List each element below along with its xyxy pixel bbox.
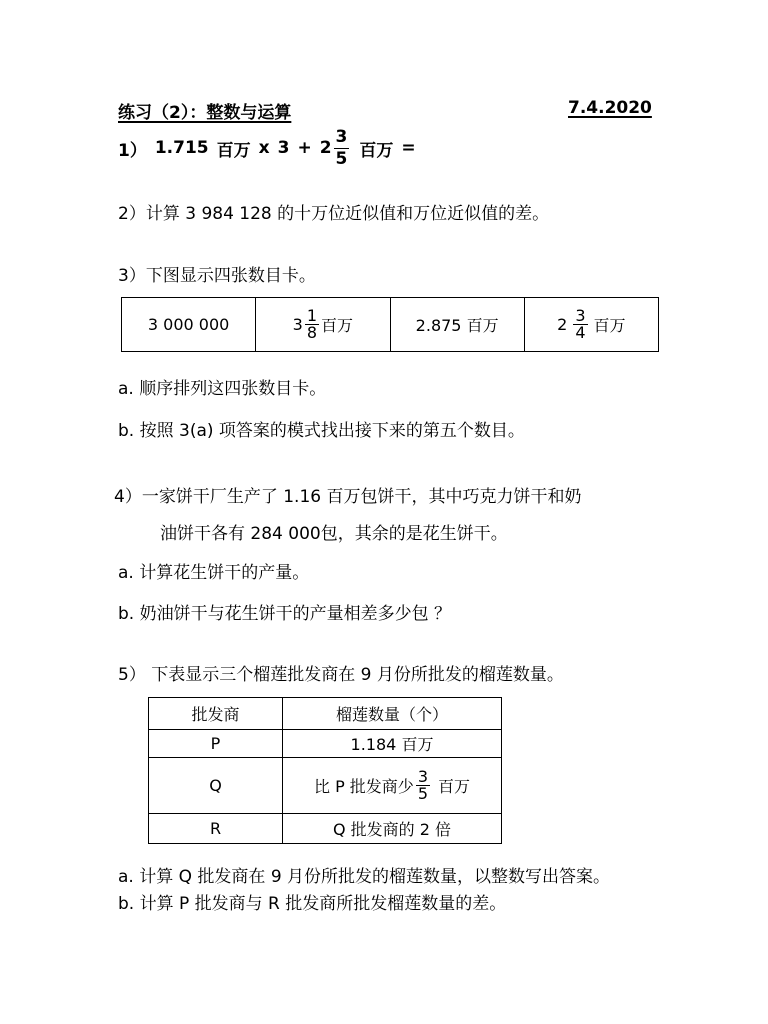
worksheet-date: 7.4.2020 [568, 98, 652, 118]
q1-fraction [334, 126, 350, 169]
row-p-value: 1.184 百万 [283, 730, 502, 758]
table-row [149, 758, 502, 814]
q1-numerator: 3 [335, 126, 348, 147]
question-3: 3）下图显示四张数目卡。 [118, 266, 316, 286]
number-card-2 [256, 298, 390, 352]
number-cards-table [121, 297, 659, 352]
card4-denominator: 4 [575, 323, 586, 342]
card2-unit: 百万 [321, 316, 354, 335]
row-p-name: P [149, 730, 283, 758]
q1-whole: 2 [319, 138, 332, 158]
question-4-line-2: 油饼干各有 284 000包，其余的是花生饼干。 [160, 524, 508, 544]
row-q-name: Q [149, 758, 283, 814]
row-r-value: Q 批发商的 2 倍 [283, 814, 502, 844]
card2-denominator: 8 [306, 323, 318, 342]
row-q-prefix: 比 P 批发商少 [313, 777, 414, 796]
table-row [149, 730, 502, 758]
card4-numerator: 3 [575, 306, 586, 325]
card2-fraction [305, 308, 319, 341]
question-3a: a. 顺序排列这四张数目卡。 [118, 379, 327, 399]
card2-numerator: 1 [306, 306, 318, 325]
question-4a: a. 计算花生饼干的产量。 [118, 563, 310, 583]
row-r-name: R [149, 814, 283, 844]
header-wholesaler: 批发商 [149, 698, 283, 730]
number-card-3: 2.875 百万 [390, 298, 524, 352]
card4-unit: 百万 [593, 316, 626, 335]
q1-times: x [258, 138, 270, 158]
number-card-4 [524, 298, 658, 352]
number-card-1: 3 000 000 [122, 298, 256, 352]
question-5: 5） 下表显示三个榴莲批发商在 9 月份所批发的榴莲数量。 [118, 665, 564, 685]
row-q-value [283, 758, 502, 814]
q1-denominator: 5 [335, 148, 348, 169]
q1-mixed-number [319, 126, 352, 169]
card4-fraction [573, 308, 587, 341]
question-5b: b. 计算 P 批发商与 R 批发商所批发榴莲数量的差。 [118, 894, 507, 914]
question-3b: b. 按照 3(a) 项答案的模式找出接下来的第五个数目。 [118, 421, 525, 441]
q1-unit-1: 百万 [216, 140, 251, 161]
card2-whole: 3 [292, 315, 303, 334]
q1-number: 1） [118, 140, 147, 161]
durian-sales-table [148, 697, 502, 844]
q1-plus: + [297, 138, 312, 158]
question-5a: a. 计算 Q 批发商在 9 月份所批发的榴莲数量，以整数写出答案。 [118, 867, 611, 887]
card4-whole: 2 [557, 315, 568, 334]
q1-equals: = [401, 138, 416, 158]
question-4-line-1: 4）一家饼干厂生产了 1.16 百万包饼干，其中巧克力饼干和奶 [114, 487, 582, 507]
table-row [149, 814, 502, 844]
question-1 [118, 128, 416, 168]
header-quantity: 榴莲数量（个） [283, 698, 502, 730]
row-q-numerator: 3 [417, 767, 428, 786]
row-q-fraction [416, 769, 430, 802]
row-q-denominator: 5 [417, 784, 428, 803]
q1-decimal: 1.715 [154, 138, 209, 158]
q1-multiplier: 3 [277, 138, 290, 158]
row-q-unit: 百万 [438, 777, 471, 796]
worksheet-title: 练习（2）：整数与运算 [118, 103, 292, 123]
table-header-row [149, 698, 502, 730]
question-4b: b. 奶油饼干与花生饼干的产量相差多少包 ？ [118, 604, 452, 624]
q1-unit-2: 百万 [359, 140, 394, 161]
question-2: 2）计算 3 984 128 的十万位近似值和万位近似值的差。 [118, 204, 550, 224]
